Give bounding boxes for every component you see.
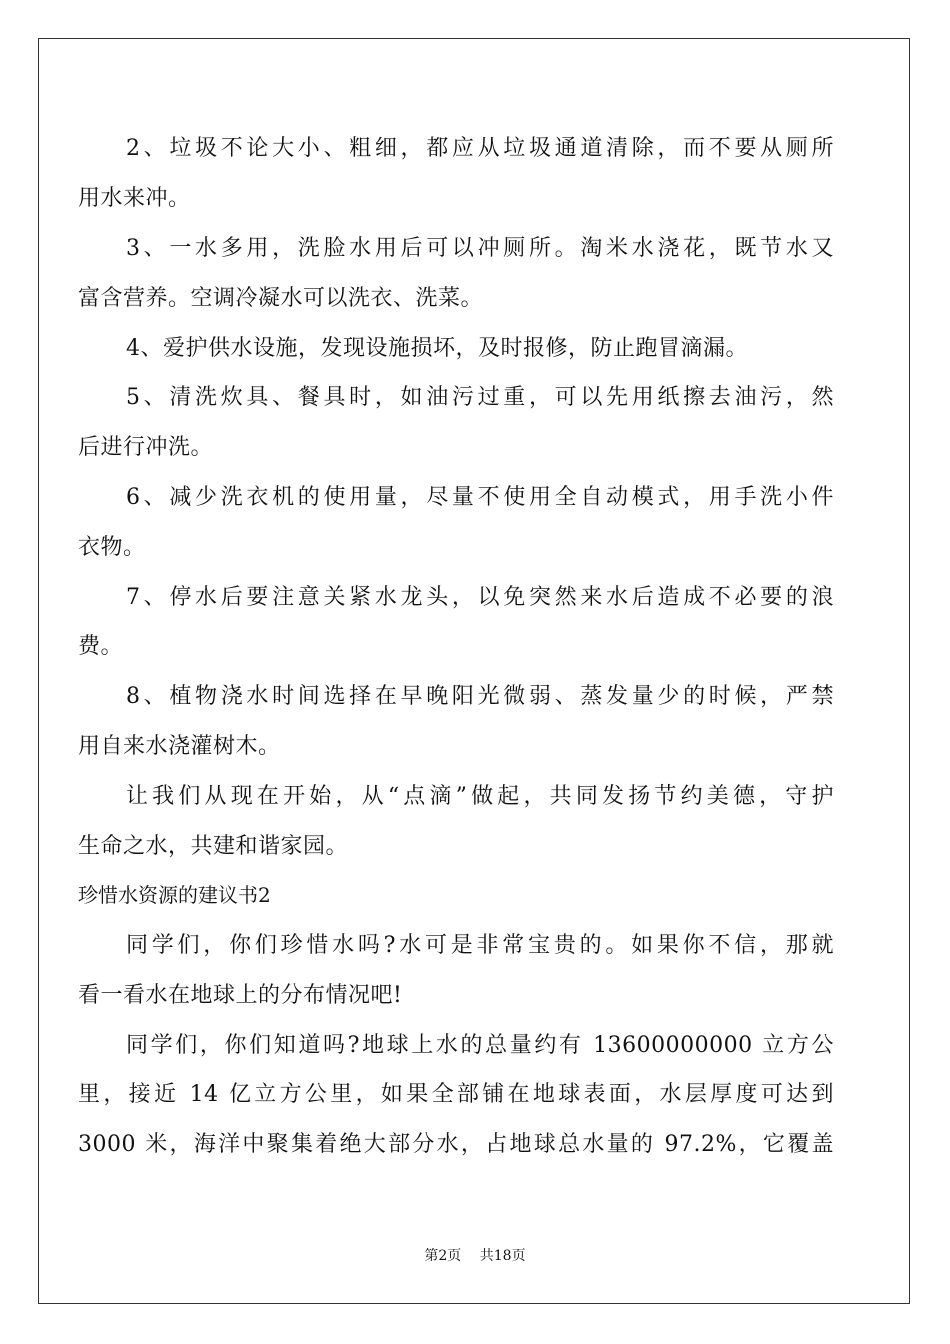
total-pages: 共18页 <box>479 1248 526 1264</box>
paragraph-line: 衣物。 <box>78 535 146 560</box>
paragraph-line: 用水来冲。 <box>78 186 191 211</box>
paragraph-line: 2、垃圾不论大小、粗细，都应从垃圾通道清除，而不要从厕所 <box>126 136 834 161</box>
paragraph-line: 7、停水后要注意关紧水龙头，以免突然来水后造成不必要的浪 <box>126 585 834 610</box>
paragraph-line: 生命之水，共建和谐家园。 <box>78 834 349 859</box>
paragraph-line: 后进行冲洗。 <box>78 435 214 460</box>
paragraph-line: 同学们，你们珍惜水吗?水可是非常宝贵的。如果你不信，那就 <box>126 933 834 958</box>
paragraph-line: 5、清洗炊具、餐具时，如油污过重，可以先用纸擦去油污，然 <box>126 385 834 410</box>
section-heading: 珍惜水资源的建议书2 <box>78 883 271 907</box>
paragraph-line: 6、减少洗衣机的使用量，尽量不使用全自动模式，用手洗小件 <box>126 485 834 510</box>
paragraph-line: 3、一水多用，洗脸水用后可以冲厕所。淘米水浇花，既节水又 <box>126 236 834 261</box>
page-frame <box>38 38 910 1304</box>
paragraph-line: 里，接近 14 亿立方公里，如果全部铺在地球表面，水层厚度可达到 <box>78 1082 834 1107</box>
paragraph-line: 用自来水浇灌树木。 <box>78 734 281 759</box>
paragraph-line: 让我们从现在开始，从“点滴”做起，共同发扬节约美德，守护 <box>126 784 834 809</box>
page-footer <box>0 1246 950 1266</box>
paragraph-line: 同学们，你们知道吗?地球上水的总量约有 13600000000 立方公 <box>126 1033 834 1058</box>
paragraph-line: 富含营养。空调冷凝水可以洗衣、洗菜。 <box>78 286 484 311</box>
paragraph-line: 费。 <box>78 634 124 659</box>
paragraph-line: 3000 米，海洋中聚集着绝大部分水，占地球总水量的 97.2%，它覆盖 <box>78 1132 834 1157</box>
paragraph-line: 4、爱护供水设施，发现设施损坏，及时报修，防止跑冒滴漏。 <box>126 336 748 361</box>
paragraph-line: 看一看水在地球上的分布情况吧! <box>78 983 403 1008</box>
paragraph-line: 8、植物浇水时间选择在早晚阳光微弱、蒸发量少的时候，严禁 <box>126 684 834 709</box>
page-number: 第2页 <box>424 1248 462 1264</box>
